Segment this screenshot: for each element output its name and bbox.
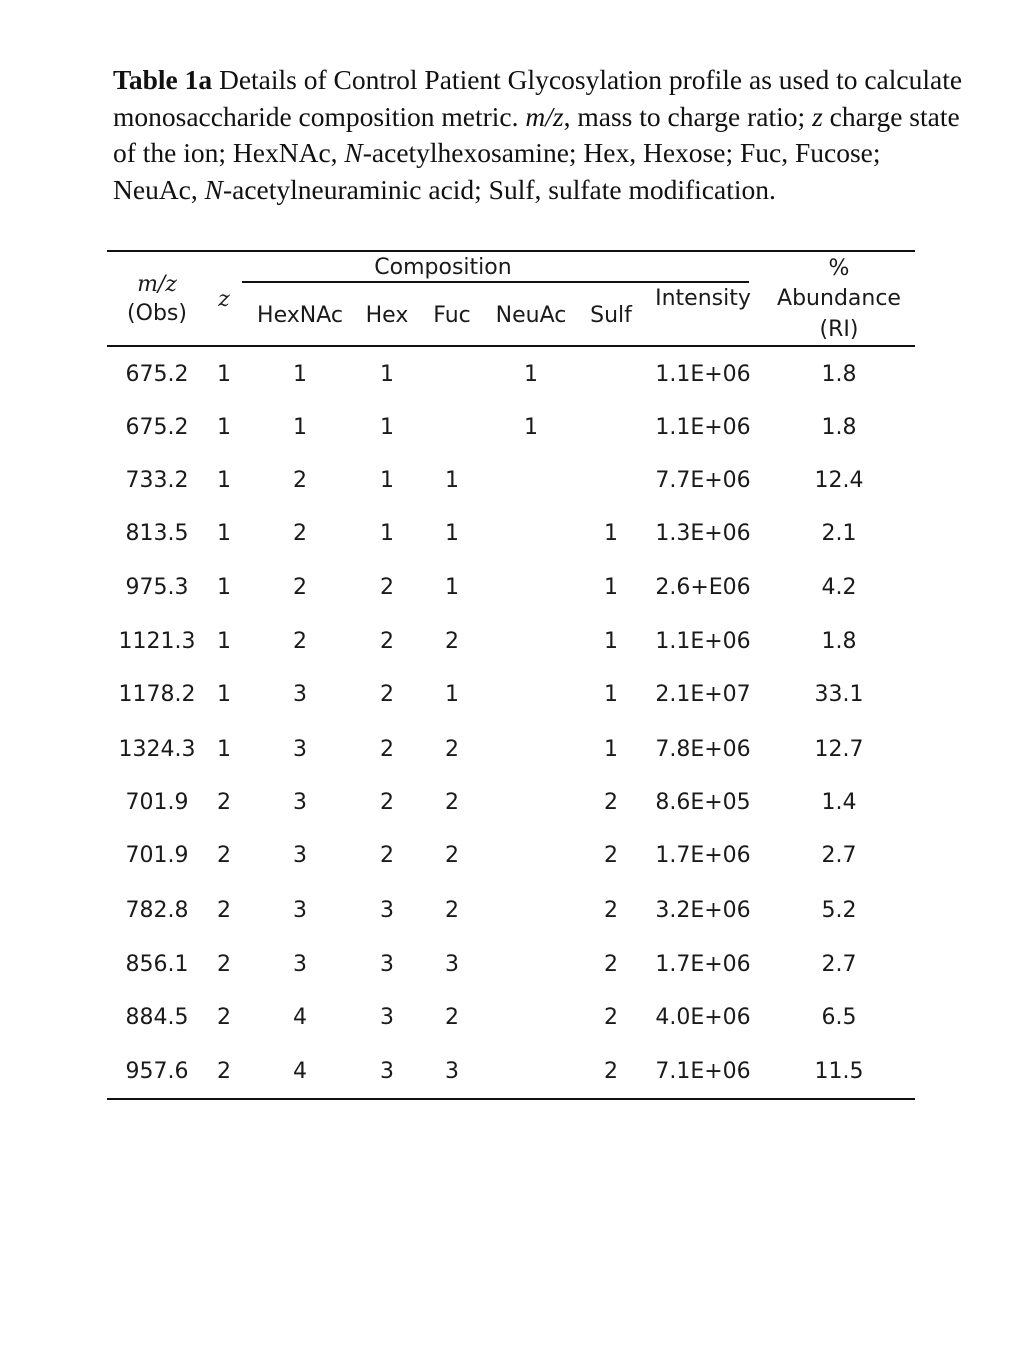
cell-intensity: 1.7E+06 (655, 952, 751, 977)
cell-hex: 1 (380, 362, 394, 387)
cell-hex: 3 (380, 898, 394, 923)
cell-z: 2 (217, 1005, 231, 1030)
cell-abundance: 11.5 (814, 1059, 864, 1084)
cell-sulf: 1 (604, 575, 618, 600)
cell-fuc: 1 (445, 521, 459, 546)
cell-mz: 1324.3 (118, 737, 196, 762)
cell-hexnac: 4 (293, 1059, 307, 1084)
header-intensity: Intensity (655, 286, 751, 311)
cell-z: 1 (217, 415, 231, 440)
cell-abundance: 1.8 (821, 629, 857, 654)
header-composition: Composition (374, 255, 512, 280)
cell-sulf: 2 (604, 843, 618, 868)
cell-z: 2 (217, 1059, 231, 1084)
cell-sulf: 1 (604, 521, 618, 546)
cell-sulf: 2 (604, 898, 618, 923)
table-top-rule (107, 250, 915, 252)
table-bottom-rule (107, 1098, 915, 1100)
cell-z: 1 (217, 682, 231, 707)
cell-sulf: 1 (604, 737, 618, 762)
caption-n: N (204, 173, 223, 205)
caption-mz: m/z (525, 100, 564, 132)
cell-z: 2 (217, 952, 231, 977)
cell-z: 1 (217, 521, 231, 546)
table-label: Table 1a (113, 64, 213, 95)
cell-intensity: 3.2E+06 (655, 898, 751, 923)
cell-z: 1 (217, 629, 231, 654)
caption-n: N (344, 137, 363, 168)
cell-intensity: 4.0E+06 (655, 1005, 751, 1030)
cell-abundance: 2.7 (821, 843, 857, 868)
cell-abundance: 2.7 (821, 952, 857, 977)
cell-z: 1 (217, 362, 231, 387)
cell-hex: 2 (380, 737, 394, 762)
cell-hexnac: 2 (293, 521, 307, 546)
cell-intensity: 2.1E+07 (655, 682, 751, 707)
cell-fuc: 2 (445, 1005, 459, 1030)
caption-text: -acetylhexosamine; Hex, Hexose; Fuc, Fucose; NeuAc, (113, 137, 881, 205)
cell-mz: 1121.3 (118, 629, 196, 654)
cell-hexnac: 3 (293, 952, 307, 977)
cell-sulf: 2 (604, 790, 618, 815)
cell-hex: 3 (380, 1005, 394, 1030)
cell-fuc: 2 (445, 790, 459, 815)
cell-hex: 2 (380, 843, 394, 868)
cell-z: 1 (217, 575, 231, 600)
header-mz: m/z (137, 272, 177, 297)
cell-mz: 856.1 (125, 952, 189, 977)
cell-sulf: 1 (604, 682, 618, 707)
header-abundance: Abundance (777, 286, 901, 311)
cell-abundance: 5.2 (821, 898, 857, 923)
cell-intensity: 1.1E+06 (655, 362, 751, 387)
header-neuac: NeuAc (495, 303, 567, 328)
cell-abundance: 12.7 (814, 737, 864, 762)
cell-intensity: 1.1E+06 (655, 415, 751, 440)
cell-fuc: 2 (445, 898, 459, 923)
cell-intensity: 7.8E+06 (655, 737, 751, 762)
cell-mz: 701.9 (125, 843, 189, 868)
cell-sulf: 1 (604, 629, 618, 654)
cell-fuc: 1 (445, 468, 459, 493)
cell-sulf: 2 (604, 1005, 618, 1030)
cell-intensity: 2.6+E06 (655, 575, 751, 600)
cell-fuc: 1 (445, 682, 459, 707)
header-fuc: Fuc (433, 303, 471, 328)
cell-fuc: 3 (445, 952, 459, 977)
cell-hex: 1 (380, 521, 394, 546)
cell-mz: 675.2 (125, 415, 189, 440)
cell-hexnac: 2 (293, 629, 307, 654)
cell-hexnac: 3 (293, 682, 307, 707)
cell-hex: 2 (380, 629, 394, 654)
cell-hexnac: 4 (293, 1005, 307, 1030)
cell-fuc: 2 (445, 737, 459, 762)
cell-abundance: 1.8 (821, 415, 857, 440)
cell-fuc: 3 (445, 1059, 459, 1084)
cell-mz: 975.3 (125, 575, 189, 600)
cell-z: 2 (217, 843, 231, 868)
composition-rule (242, 281, 749, 283)
cell-hexnac: 3 (293, 790, 307, 815)
header-ri: (RI) (819, 317, 859, 342)
caption-text: Details of Control Patient Glycosylation profile as used to calculate monosaccharide composition metric. (113, 64, 963, 132)
cell-sulf: 2 (604, 1059, 618, 1084)
header-obs: (Obs) (127, 301, 187, 326)
cell-hexnac: 3 (293, 737, 307, 762)
caption-text: charge state of the ion; HexNAc, (113, 100, 960, 168)
cell-z: 1 (217, 468, 231, 493)
cell-hexnac: 2 (293, 575, 307, 600)
cell-intensity: 8.6E+05 (655, 790, 751, 815)
cell-z: 2 (217, 790, 231, 815)
cell-hex: 3 (380, 1059, 394, 1084)
cell-intensity: 1.3E+06 (655, 521, 751, 546)
cell-hex: 2 (380, 575, 394, 600)
table-caption (113, 62, 963, 208)
cell-hexnac: 3 (293, 843, 307, 868)
cell-mz: 701.9 (125, 790, 189, 815)
cell-fuc: 1 (445, 575, 459, 600)
cell-sulf: 2 (604, 952, 618, 977)
cell-abundance: 6.5 (821, 1005, 857, 1030)
header-hex: Hex (365, 303, 409, 328)
cell-mz: 813.5 (125, 521, 189, 546)
cell-hex: 1 (380, 415, 394, 440)
cell-fuc: 2 (445, 629, 459, 654)
cell-hex: 2 (380, 682, 394, 707)
cell-abundance: 33.1 (814, 682, 864, 707)
caption-text: -acetylneuraminic acid; Sulf, sulfate modification. (222, 173, 776, 205)
cell-intensity: 7.7E+06 (655, 468, 751, 493)
header-z: z (218, 287, 230, 312)
cell-mz: 782.8 (125, 898, 189, 923)
cell-hexnac: 2 (293, 468, 307, 493)
cell-neuac: 1 (524, 362, 538, 387)
cell-abundance: 4.2 (821, 575, 857, 600)
cell-intensity: 7.1E+06 (655, 1059, 751, 1084)
cell-intensity: 1.1E+06 (655, 629, 751, 654)
header-sulf: Sulf (590, 303, 632, 328)
cell-hex: 1 (380, 468, 394, 493)
cell-fuc: 2 (445, 843, 459, 868)
cell-hexnac: 3 (293, 898, 307, 923)
cell-z: 2 (217, 898, 231, 923)
cell-mz: 733.2 (125, 468, 189, 493)
caption-z: z (812, 100, 823, 132)
cell-neuac: 1 (524, 415, 538, 440)
cell-abundance: 12.4 (814, 468, 864, 493)
cell-mz: 675.2 (125, 362, 189, 387)
cell-mz: 1178.2 (118, 682, 196, 707)
header-percent: % (828, 256, 850, 281)
cell-abundance: 1.4 (821, 790, 857, 815)
header-hexnac: HexNAc (257, 303, 343, 328)
caption-text: , mass to charge ratio; (563, 100, 813, 132)
cell-mz: 957.6 (125, 1059, 189, 1084)
cell-intensity: 1.7E+06 (655, 843, 751, 868)
cell-abundance: 1.8 (821, 362, 857, 387)
cell-z: 1 (217, 737, 231, 762)
cell-hexnac: 1 (293, 362, 307, 387)
cell-hex: 3 (380, 952, 394, 977)
cell-mz: 884.5 (125, 1005, 189, 1030)
cell-hexnac: 1 (293, 415, 307, 440)
cell-abundance: 2.1 (821, 521, 857, 546)
header-rule (107, 345, 915, 347)
cell-hex: 2 (380, 790, 394, 815)
